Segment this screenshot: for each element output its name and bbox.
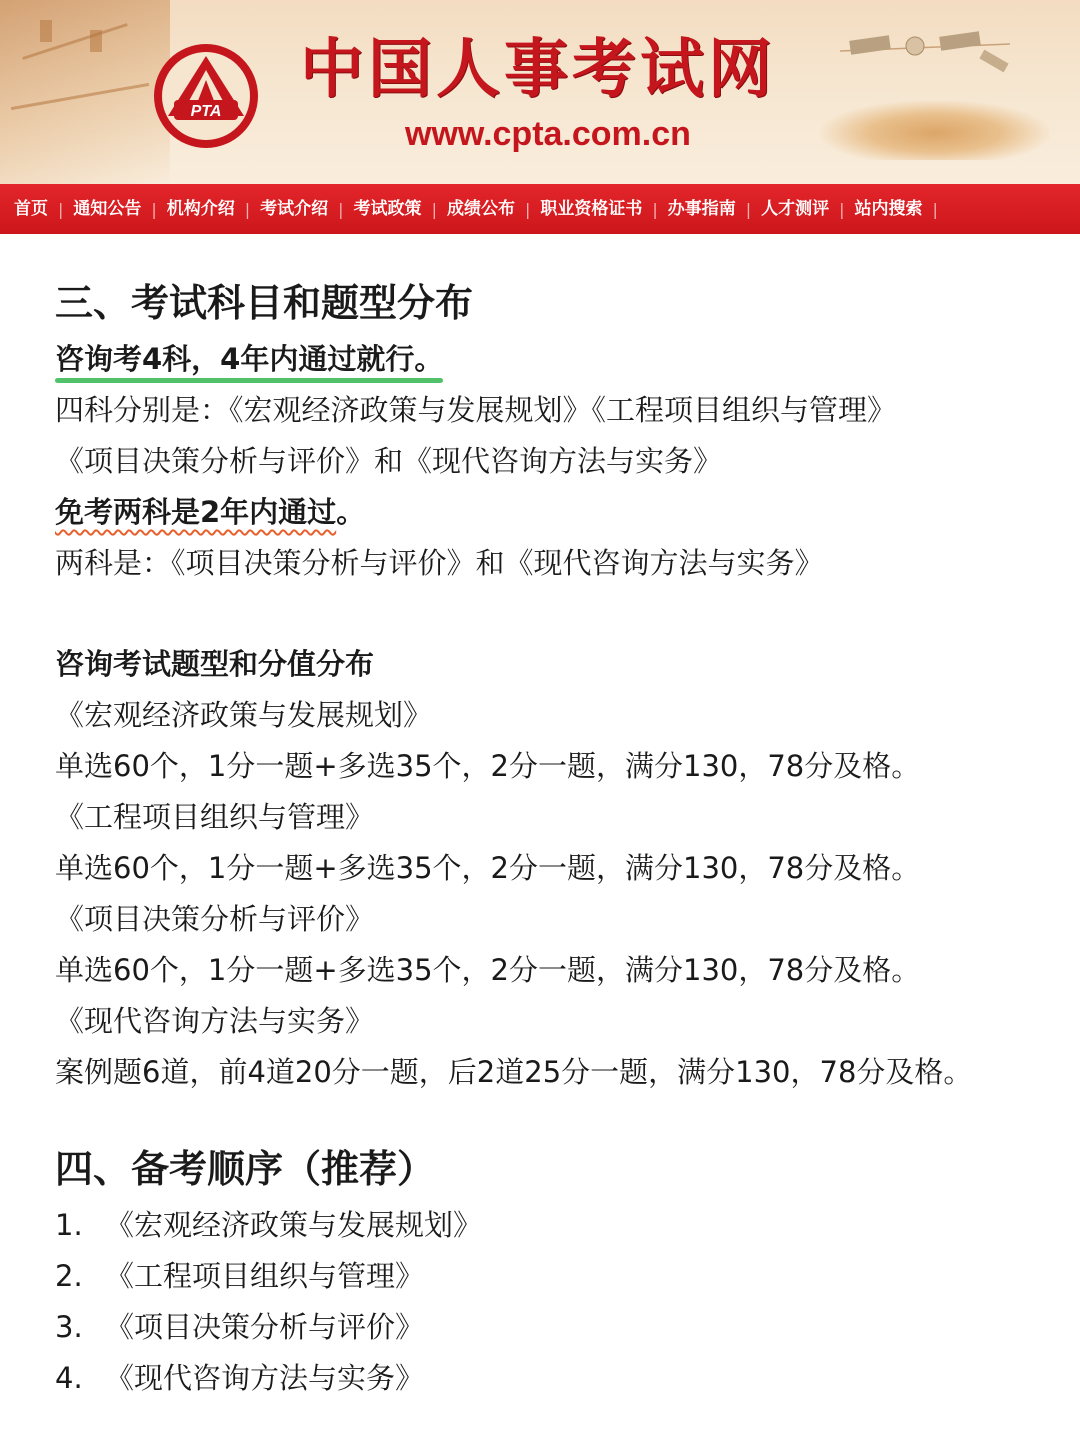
great-wall-decoration — [0, 0, 170, 184]
nav-item-guide[interactable]: 办事指南 — [667, 199, 736, 219]
nav-item-exam-policy[interactable]: 考试政策 — [353, 199, 422, 219]
exempt-highlight-end: 。 — [336, 495, 366, 529]
pta-logo[interactable] — [150, 40, 262, 152]
exempt-subjects-line: 两科是：《项目决策分析与评价》和《现代咨询方法与实务》 — [55, 546, 824, 580]
nav-item-notices[interactable]: 通知公告 — [73, 199, 142, 219]
spacer — [55, 1098, 1055, 1138]
list-text: 《工程项目组织与管理》 — [105, 1259, 425, 1293]
nav-item-home[interactable]: 首页 — [14, 199, 48, 219]
exempt-highlight-line — [55, 487, 1055, 538]
subjects-line-2: 《项目决策分析与评价》和《现代咨询方法与实务》 — [55, 444, 723, 478]
list-number: 3. — [55, 1310, 83, 1344]
bird-nest-stadium-decoration — [820, 100, 1050, 160]
nav-separator: | — [338, 199, 344, 219]
nav-item-exam-intro[interactable]: 考试介绍 — [260, 199, 329, 219]
list-text: 《宏观经济政策与发展规划》 — [105, 1208, 483, 1242]
nav-separator: | — [431, 199, 437, 219]
highlight-line — [55, 334, 1055, 385]
distribution-title: 咨询考试题型和分值分布 — [55, 647, 375, 681]
article-content — [55, 272, 1055, 1404]
site-url[interactable]: www.cpta.com.cn — [405, 115, 691, 153]
satellite-icon — [830, 16, 1020, 86]
subjects-line-1: 四科分别是：《宏观经济政策与发展规划》《工程项目组织与管理》 — [55, 393, 897, 427]
list-item — [55, 1251, 1055, 1302]
nav-separator: | — [524, 199, 531, 219]
site-banner — [0, 0, 1080, 184]
nav-separator: | — [244, 199, 251, 219]
nav-separator: | — [151, 199, 157, 219]
logo-text: PTA — [190, 103, 222, 120]
subject-desc: 单选60个，1分一题+多选35个，2分一题，满分130，78分及格。 — [55, 851, 921, 885]
nav-item-assessment[interactable]: 人才测评 — [761, 199, 830, 219]
nav-separator: | — [745, 199, 752, 219]
list-text: 《项目决策分析与评价》 — [105, 1310, 425, 1344]
nav-item-about[interactable]: 机构介绍 — [166, 199, 235, 219]
list-item — [55, 1302, 1055, 1353]
nav-separator: | — [652, 199, 658, 219]
highlight-four-subjects: 咨询考4科，4年内通过就行。 — [55, 334, 443, 385]
wall-decoration-line — [40, 20, 52, 42]
spacer — [55, 589, 1055, 639]
subject-desc: 单选60个，1分一题+多选35个，2分一题，满分130，78分及格。 — [55, 749, 921, 783]
section4-title: 四、备考顺序（推荐） — [55, 1147, 436, 1191]
wall-decoration-line — [90, 30, 102, 52]
nav-separator: | — [58, 199, 64, 219]
site-title[interactable]: 中国人事考试网 — [300, 33, 776, 107]
list-item — [55, 1353, 1055, 1404]
nav-separator: | — [932, 199, 938, 219]
subject-name: 《现代咨询方法与实务》 — [55, 1004, 375, 1038]
nav-item-scores[interactable]: 成绩公布 — [446, 199, 515, 219]
section3-title: 三、考试科目和题型分布 — [55, 281, 474, 325]
list-item — [55, 1200, 1055, 1251]
list-number: 2. — [55, 1259, 83, 1293]
exempt-highlight: 免考两科是2年内通过 — [55, 495, 337, 529]
nav-item-certificates[interactable]: 职业资格证书 — [540, 199, 643, 219]
list-number: 1. — [55, 1208, 83, 1242]
list-text: 《现代咨询方法与实务》 — [105, 1361, 425, 1395]
subject-name: 《项目决策分析与评价》 — [55, 902, 375, 936]
main-nav — [0, 184, 1080, 234]
nav-item-search[interactable]: 站内搜索 — [854, 199, 923, 219]
subject-name: 《宏观经济政策与发展规划》 — [55, 698, 433, 732]
subject-name: 《工程项目组织与管理》 — [55, 800, 375, 834]
subject-desc: 案例题6道，前4道20分一题，后2道25分一题，满分130，78分及格。 — [55, 1055, 973, 1089]
list-number: 4. — [55, 1361, 83, 1395]
nav-separator: | — [839, 199, 845, 219]
subject-desc: 单选60个，1分一题+多选35个，2分一题，满分130，78分及格。 — [55, 953, 921, 987]
